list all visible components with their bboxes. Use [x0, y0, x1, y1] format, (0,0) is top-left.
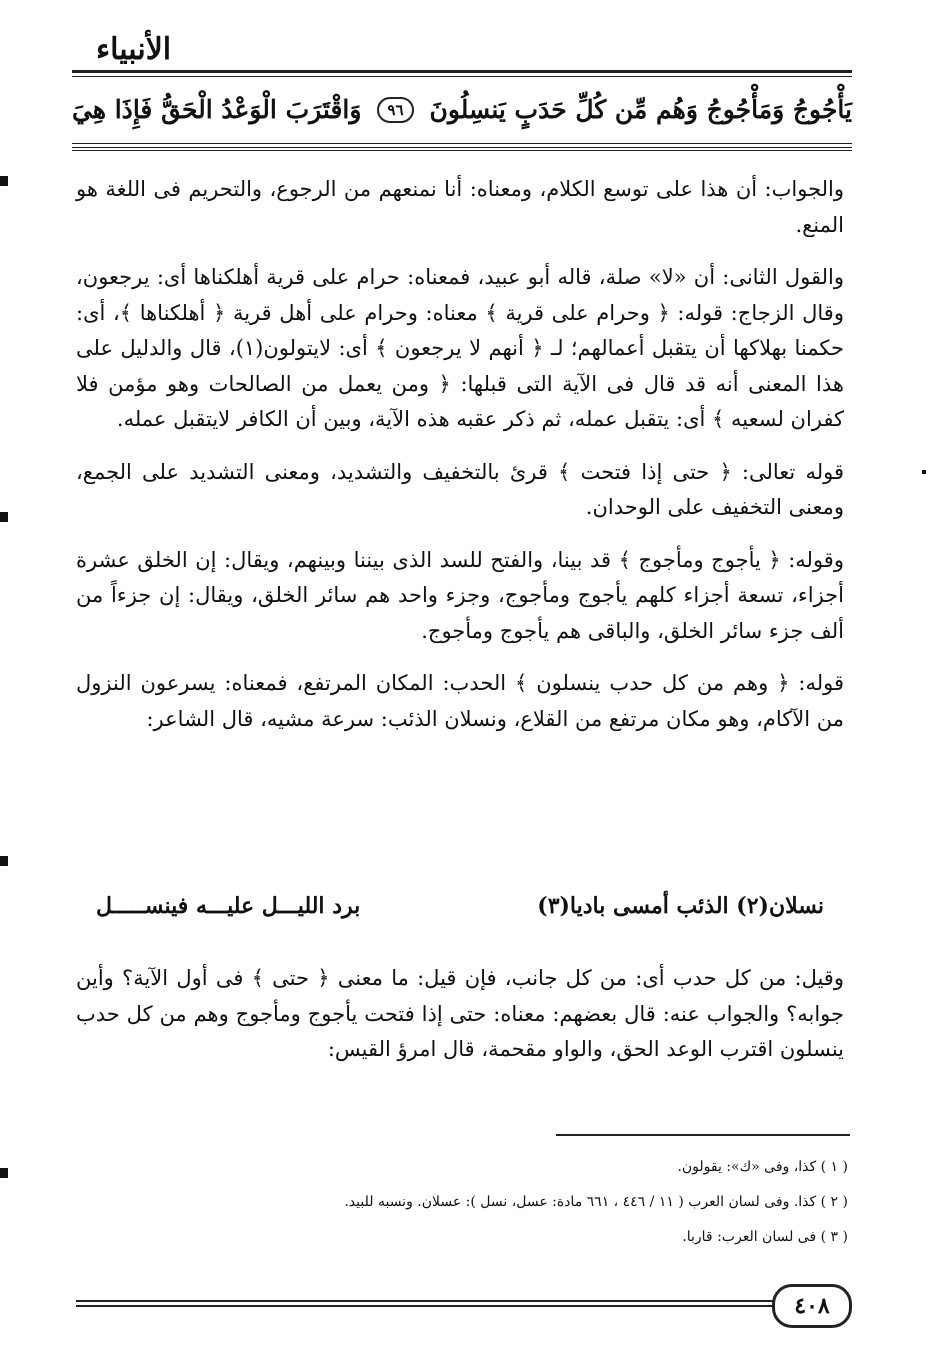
- surah-title: الأنبياء: [96, 32, 172, 67]
- verse-rule: [72, 147, 852, 148]
- poetry-verse: [96, 886, 824, 926]
- poem-hemistich-right: نسلان(٢) الذئب أمسى باديا(٣): [537, 893, 824, 919]
- footnote-separator: [556, 1134, 850, 1136]
- footnotes: [120, 1154, 848, 1259]
- footer-rule: [76, 1305, 776, 1307]
- commentary-paragraph: قوله: ﴿ وهم من كل حدب ينسلون ﴾ الحدب: المكان المرتفع، فمعناه: يسرعون النزول من الآكام، وهو مكان مرتفع من القلاع، ونسلان الذئب: سرعة مشيه، قال الشاعر:: [76, 671, 844, 731]
- poem-hemistich-left: برد الليـــل عليـــه فينســـــل: [96, 893, 361, 919]
- header-rule: [72, 70, 852, 73]
- footnote: ( ١ ) كذا، وفى «ك»: يقولون.: [677, 1159, 848, 1175]
- verse-text-part2: وَاقْتَرَبَ الْوَعْدُ الْحَقُّ فَإِذَا هِيَ: [72, 95, 362, 124]
- commentary-paragraph: قوله تعالى: ﴿ حتى إذا فتحت ﴾ قرئ بالتخفيف والتشديد، ومعنى التشديد على الجمع، ومعنى التخفيف على الوحدان.: [76, 459, 844, 519]
- footnote: ( ٢ ) كذا. وفى لسان العرب ( ١١ / ٤٤٦ ، ٦٦١ مادة: عسل، نسل ): عسلان. ونسبه للبيد.: [344, 1194, 848, 1210]
- edge-mark: [0, 176, 8, 186]
- header-rule: [72, 76, 852, 77]
- verse-text-part1: يَأْجُوجُ وَمَأْجُوجُ وَهُم مِّن كُلِّ حَدَبٍ يَنسِلُونَ: [429, 95, 852, 124]
- footer-rule: [76, 1300, 776, 1302]
- commentary-paragraph: وقوله: ﴿ يأجوج ومأجوج ﴾ قد بينا، والفتح للسد الذى بيننا وبينهم، ويقال: إن الخلق عشرة أجزاء، تسعة أجزاء كلهم يأجوج ومأجوج، وجزء واحد هم سائر الخلق، ويقال: إن جزءاً من ألف جزء سائر الخلق، والباقى هم يأجوج ومأجوج.: [76, 547, 844, 643]
- commentary-body: [76, 172, 844, 754]
- commentary-paragraph: والقول الثانى: أن «لا» صلة، قاله أبو عبيد، فمعناه: حرام على قرية أهلكناها أى: يرجعون، وقال الزجاج: قوله: ﴿ وحرام على قرية ﴾ معناه: وحرام على أهل قرية ﴿ أهلكناها ﴾، أى: حكمنا بهلاكها أن يتقبل أعمالهم؛ لـ ﴿ أنهم لا يرجعون ﴾ أى: لايتولون(١)، قال والدليل على هذا المعنى أنه قد قال فى الآية التى قبلها: ﴿ ومن يعمل من الصالحات وهو مؤمن فلا كفران لسعيه ﴾ أى: يتقبل عمله، ثم ذكر عقبه هذه الآية، وبين أن الكافر لايتقبل عمله.: [76, 265, 844, 431]
- edge-mark: [922, 470, 926, 474]
- edge-mark: [0, 1168, 8, 1178]
- aya-number-marker: ٩٦: [377, 97, 413, 123]
- edge-mark: [0, 512, 8, 522]
- commentary-paragraph: وقيل: من كل حدب أى: من كل جانب، فإن قيل: ما معنى ﴿ حتى ﴾ فى أول الآية؟ وأين جوابه؟ والجواب عنه: قال بعضهم: معناه: حتى إذا فتحت يأجوج ومأجوج وهم من كل حدب ينسلون اقترب الوعد الحق، والواو مقحمة، قال امرؤ القيس:: [76, 966, 844, 1061]
- quran-verse-line: [72, 84, 852, 136]
- verse-rule: [72, 143, 852, 144]
- page-number: ٤٠٨: [772, 1284, 852, 1328]
- edge-mark: [0, 856, 8, 866]
- footnote: ( ٣ ) فى لسان العرب: قاربا.: [682, 1229, 848, 1245]
- verse-rule: [72, 150, 852, 151]
- commentary-paragraph: والجواب: أن هذا على توسع الكلام، ومعناه: أنا نمنعهم من الرجوع، والتحريم فى اللغة هو المنع.: [76, 177, 844, 237]
